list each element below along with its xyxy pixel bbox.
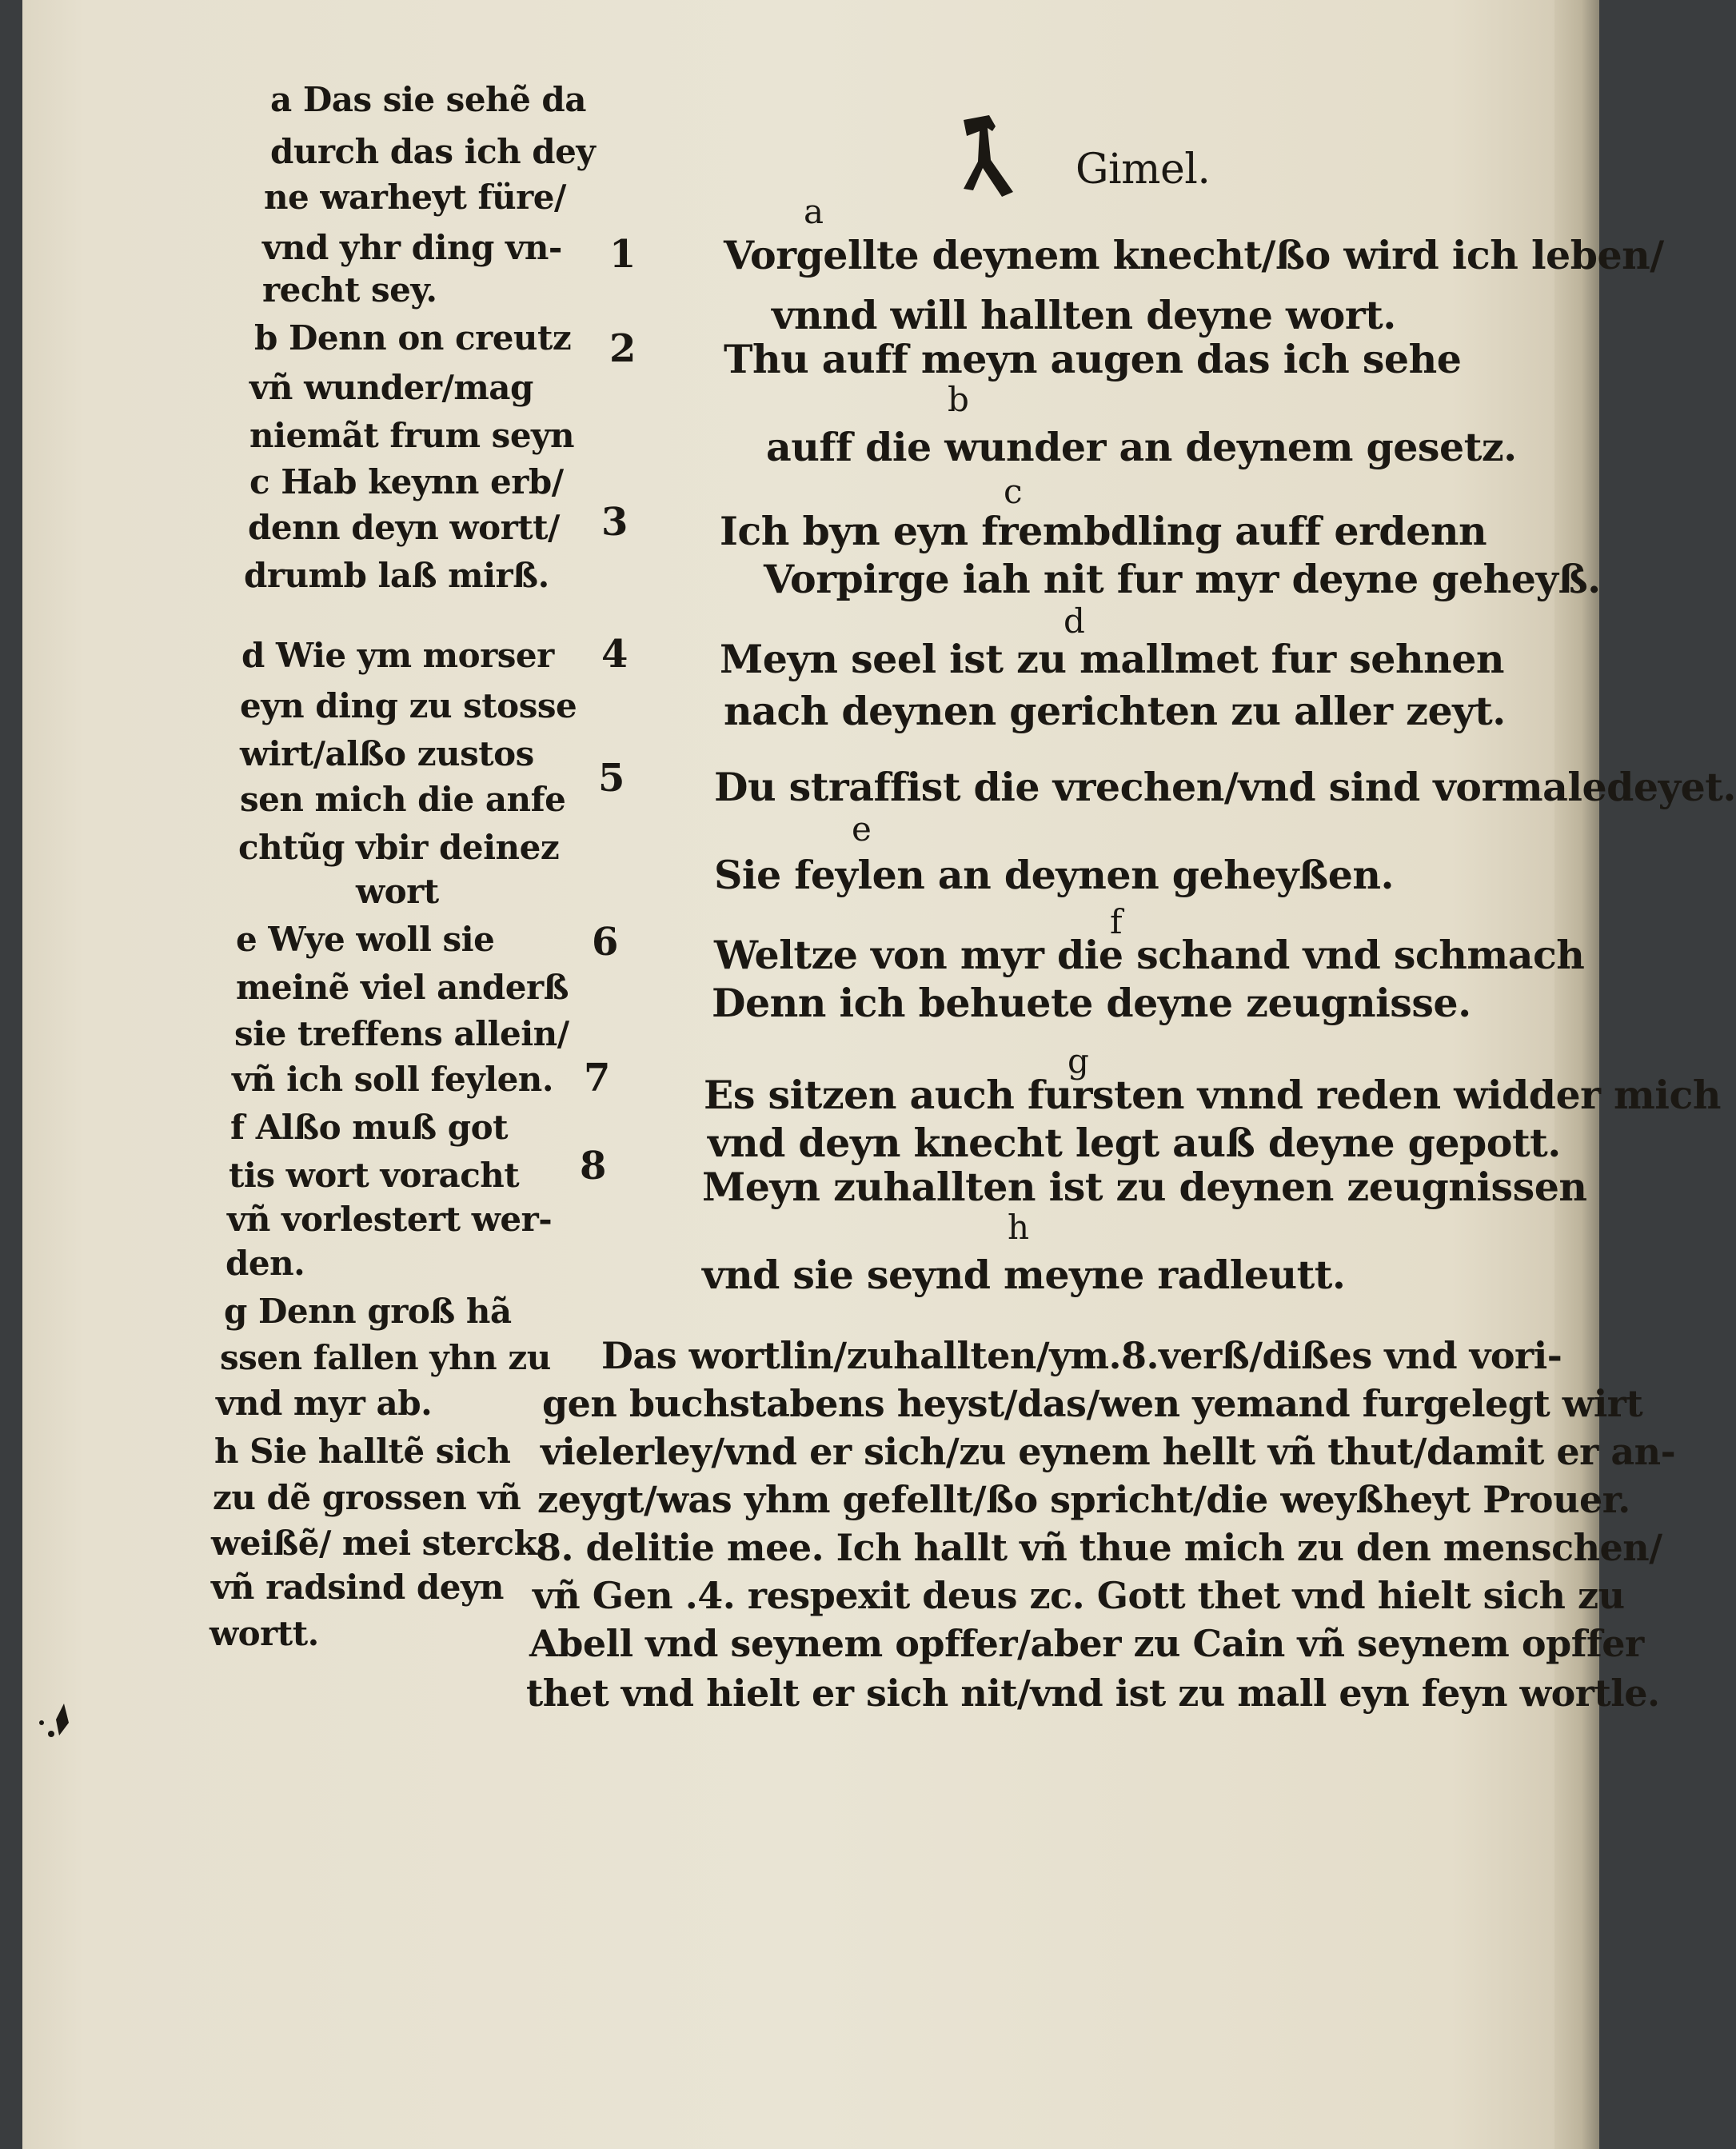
gloss-line: c Hab keynn erb/	[249, 462, 564, 501]
gloss-line: wortt.	[210, 1614, 319, 1653]
commentary-line: vielerley/vnd er sich/zu eynem hellt vñ thut/damit er an-	[541, 1430, 1676, 1473]
gloss-line: sen mich die anfe	[240, 780, 566, 819]
verse-number: 1	[609, 232, 636, 277]
gloss-line: ne warheyt füre/	[264, 178, 566, 217]
marginal-letter: c	[1004, 472, 1023, 511]
marginal-letter: d	[1064, 601, 1085, 641]
gloss-line: b Denn on creutz	[254, 318, 572, 358]
gloss-line: recht sey.	[262, 270, 437, 310]
verse-number: 4	[601, 632, 628, 677]
gloss-line: wirt/alßo zustos	[240, 734, 534, 773]
psalm-line: Denn ich behuete deyne zeugnisse.	[712, 980, 1471, 1026]
hebrew-letter-name: Gimel.	[1076, 146, 1211, 194]
gloss-line: sie treffens allein/	[234, 1014, 569, 1053]
commentary-line: Das wortlin/zuhallten/ym.8.verß/dißes vnd vori-	[601, 1334, 1562, 1377]
psalm-line: Es sitzen auch fursten vnnd reden widder mich	[704, 1072, 1721, 1118]
hebrew-letter-gimel-glyph	[956, 112, 1020, 200]
verse-number: 7	[584, 1056, 610, 1100]
gloss-line: g Denn groß hã	[224, 1292, 512, 1331]
psalm-line: auff die wunder an deynem gesetz.	[766, 424, 1517, 470]
gloss-line: meinẽ viel anderß	[236, 968, 569, 1007]
marginal-letter: h	[1008, 1208, 1029, 1247]
psalm-line: Meyn seel ist zu mallmet fur sehnen	[720, 636, 1505, 682]
psalm-line: Vorpirge iah nit fur myr deyne geheyß.	[764, 556, 1601, 602]
marginal-letter: a	[804, 192, 824, 231]
gloss-line: h Sie halltẽ sich	[214, 1432, 511, 1471]
gloss-line: zu dẽ grossen vñ	[213, 1478, 521, 1517]
commentary-line: vñ Gen .4. respexit deus zc. Gott thet vnd hielt sich zu	[533, 1574, 1625, 1617]
marginal-letter: e	[852, 809, 872, 849]
gloss-line: niemãt frum seyn	[249, 416, 574, 455]
verse-number: 6	[592, 920, 618, 965]
commentary-line: zeygt/was yhm gefellt/ßo spricht/die weyßheyt Prouer.	[537, 1478, 1630, 1521]
gloss-line: vnd myr ab.	[216, 1384, 433, 1423]
psalm-line: Thu auff meyn augen das ich sehe	[724, 336, 1462, 382]
psalm-line: vnd sie seynd meyne radleutt.	[702, 1252, 1346, 1298]
verse-number: 2	[609, 326, 636, 371]
verse-number: 5	[598, 756, 625, 801]
gloss-line: vñ ich soll feylen.	[232, 1060, 553, 1099]
gloss-line: d Wie ym morser	[241, 636, 554, 675]
gloss-line: wort	[356, 872, 439, 911]
gloss-line: vnd yhr ding vn-	[262, 228, 562, 267]
psalm-line: Ich byn eyn frembdling auff erdenn	[720, 508, 1487, 554]
marginal-letter: g	[1068, 1041, 1089, 1080]
gloss-line: f Alßo muß got	[230, 1108, 509, 1147]
gloss-line: ssen fallen yhn zu	[220, 1338, 551, 1377]
gloss-line: e Wye woll sie	[236, 920, 495, 959]
gloss-line: a Das sie sehẽ da	[270, 80, 587, 119]
commentary-line: 8. delitie mee. Ich hallt vñ thue mich zu den menschen/	[536, 1526, 1662, 1569]
psalm-line: Vorgellte deynem knecht/ßo wird ich leben/	[724, 232, 1664, 278]
marginal-letter: f	[1110, 902, 1123, 941]
psalm-line: Weltze von myr die schand vnd schmach	[714, 932, 1585, 978]
gloss-line: vñ vorlestert wer-	[227, 1200, 553, 1239]
gloss-line: vñ radsind deyn	[211, 1568, 504, 1607]
gloss-line: denn deyn wortt/	[248, 508, 560, 547]
psalm-line: Meyn zuhallten ist zu deynen zeugnissen	[702, 1164, 1587, 1210]
psalm-line: Sie feylen an deynen geheyßen.	[714, 852, 1395, 898]
verse-number: 8	[580, 1144, 606, 1188]
gloss-line: weißẽ/ mei sterck	[211, 1524, 537, 1563]
psalm-line: vnd deyn knecht legt auß deyne gepott.	[708, 1120, 1561, 1166]
gloss-line: durch das ich dey	[270, 132, 596, 171]
psalm-line: vnnd will hallten deyne wort.	[772, 292, 1396, 338]
ink-speck	[24, 1688, 72, 1752]
verse-number: 3	[601, 500, 628, 545]
psalm-line: Du straffist die vrechen/vnd sind vormaledeyet.	[714, 764, 1736, 810]
gloss-line: eyn ding zu stosse	[240, 686, 577, 725]
marginal-letter: b	[948, 380, 969, 419]
commentary-line: thet vnd hielt er sich nit/vnd ist zu mall eyn feyn wortle.	[526, 1672, 1660, 1715]
gloss-line: tis wort voracht	[229, 1156, 520, 1195]
gloss-line: vñ wunder/mag	[249, 368, 533, 407]
gloss-line: den.	[225, 1244, 305, 1283]
commentary-line: Abell vnd seynem opffer/aber zu Cain vñ seynem opffer	[529, 1622, 1644, 1665]
psalm-line: nach deynen gerichten zu aller zeyt.	[724, 688, 1506, 734]
gloss-line: chtũg vbir deinez	[238, 828, 560, 867]
commentary-line: gen buchstabens heyst/das/wen yemand furgelegt wirt	[542, 1382, 1643, 1425]
gloss-line: drumb laß mirß.	[244, 556, 549, 595]
